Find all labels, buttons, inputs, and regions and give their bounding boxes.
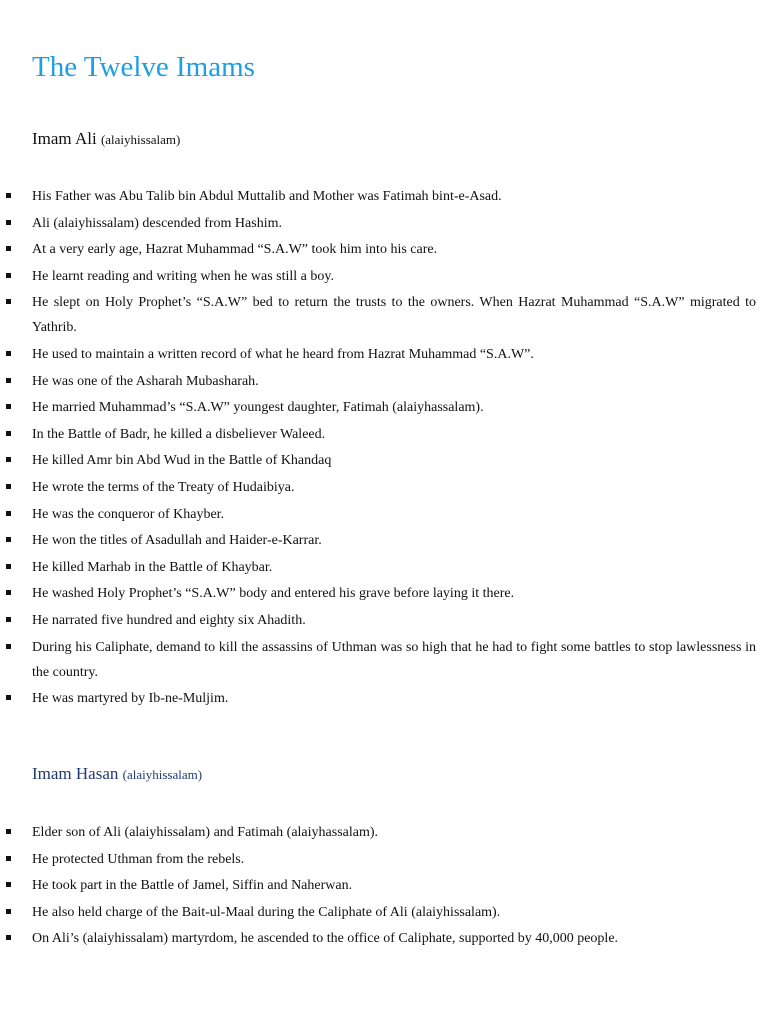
list-item: [0, 502, 756, 527]
list-item-text: His Father was Abu Talib bin Abdul Muttalib and Mother was Fatimah bint-e-Asad.: [32, 189, 502, 204]
square-bullet-icon: [6, 273, 11, 278]
list-item: [0, 847, 756, 872]
bullet-list-imam-hasan: [0, 820, 756, 953]
list-item: [0, 264, 756, 289]
section-heading-honorific: (alaiyhissalam): [100, 132, 181, 147]
list-item: [0, 581, 756, 606]
list-item-text: In the Battle of Badr, he killed a disbeliever Waleed.: [32, 426, 326, 442]
list-item-text: On Ali’s (alaiyhissalam) martyrdom, he ascended to the office of Caliphate, supported by 40,000 people.: [32, 931, 619, 947]
list-item: [0, 448, 756, 473]
list-item-text: He took part in the Battle of Jamel, Siffin and Naherwan.: [32, 878, 353, 894]
square-bullet-icon: [6, 351, 11, 356]
section-heading-text: Imam Hasan: [32, 764, 119, 783]
list-item-text: During his Caliphate, demand to kill the assassins of Uthman was so high that he had to fight some battles to stop lawlessness in the country.: [32, 639, 756, 680]
list-item: [0, 211, 756, 236]
list-item-text: He protected Uthman from the rebels.: [32, 851, 245, 867]
list-item-text: Ali (alaiyhissalam) descended from Hashim.: [32, 215, 282, 231]
list-item-text: He narrated five hundred and eighty six Ahadith.: [32, 612, 306, 628]
list-item-text: He used to maintain a written record of what he heard from Hazrat Muhammad “S.A.W”.: [32, 346, 534, 362]
square-bullet-icon: [6, 299, 11, 304]
square-bullet-icon: [6, 404, 11, 409]
list-item-text: He also held charge of the Bait-ul-Maal during the Caliphate of Ali (alaiyhissalam).: [32, 904, 501, 920]
list-item: [0, 608, 756, 633]
list-item: [0, 395, 756, 420]
list-item-text: He was martyred by Ib-ne-Muljim.: [32, 691, 229, 707]
square-bullet-icon: [6, 564, 11, 569]
square-bullet-icon: [6, 431, 11, 436]
list-item-text: He killed Amr bin Abd Wud in the Battle of Khandaq: [32, 453, 332, 469]
list-item: [0, 369, 756, 394]
square-bullet-icon: [6, 617, 11, 622]
page-title: The Twelve Imams: [32, 51, 255, 83]
square-bullet-icon: [6, 695, 11, 700]
list-item-text: He slept on Holy Prophet’s “S.A.W” bed to return the trusts to the owners. When Hazrat Muhammad “S.A.W” migrated to Yathrib.: [32, 295, 756, 336]
list-item: [0, 237, 756, 262]
section-heading-imam-ali: [32, 128, 180, 151]
list-item-text: He was the conqueror of Khayber.: [32, 506, 225, 522]
list-item: [0, 184, 756, 209]
square-bullet-icon: [6, 590, 11, 595]
list-item-text: He learnt reading and writing when he was still a boy.: [32, 268, 334, 284]
square-bullet-icon: [6, 511, 11, 516]
square-bullet-icon: [6, 220, 11, 225]
list-item: [0, 555, 756, 580]
section-heading-honorific: (alaiyhissalam): [122, 767, 203, 782]
list-item-text: Elder son of Ali (alaiyhissalam) and Fatimah (alaiyhassalam).: [32, 825, 379, 840]
square-bullet-icon: [6, 457, 11, 462]
square-bullet-icon: [6, 935, 11, 940]
square-bullet-icon: [6, 882, 11, 887]
list-item: [0, 635, 756, 685]
list-item-text: He won the titles of Asadullah and Haider-e-Karrar.: [32, 533, 322, 549]
list-item-text: He wrote the terms of the Treaty of Hudaibiya.: [32, 479, 295, 495]
list-item: [0, 873, 756, 898]
section-heading-text: Imam Ali: [32, 129, 97, 148]
list-item-text: At a very early age, Hazrat Muhammad “S.A.W” took him into his care.: [32, 242, 438, 258]
square-bullet-icon: [6, 378, 11, 383]
list-item: [0, 290, 756, 340]
list-item: [0, 900, 756, 925]
square-bullet-icon: [6, 644, 11, 649]
square-bullet-icon: [6, 856, 11, 861]
square-bullet-icon: [6, 246, 11, 251]
list-item-text: He washed Holy Prophet’s “S.A.W” body and entered his grave before laying it there.: [32, 586, 515, 602]
list-item-text: He married Muhammad’s “S.A.W” youngest daughter, Fatimah (alaiyhassalam).: [32, 400, 484, 416]
list-item-text: He killed Marhab in the Battle of Khaybar.: [32, 559, 273, 575]
list-item: [0, 422, 756, 447]
list-item-text: He was one of the Asharah Mubasharah.: [32, 373, 259, 389]
list-item: [0, 528, 756, 553]
square-bullet-icon: [6, 829, 11, 834]
list-item: [0, 820, 756, 845]
square-bullet-icon: [6, 537, 11, 542]
square-bullet-icon: [6, 484, 11, 489]
list-item: [0, 342, 756, 367]
list-item: [0, 926, 756, 951]
list-item: [0, 686, 756, 711]
list-item: [0, 475, 756, 500]
section-heading-imam-hasan: [32, 763, 202, 786]
square-bullet-icon: [6, 909, 11, 914]
square-bullet-icon: [6, 193, 11, 198]
bullet-list-imam-ali: [0, 184, 756, 713]
